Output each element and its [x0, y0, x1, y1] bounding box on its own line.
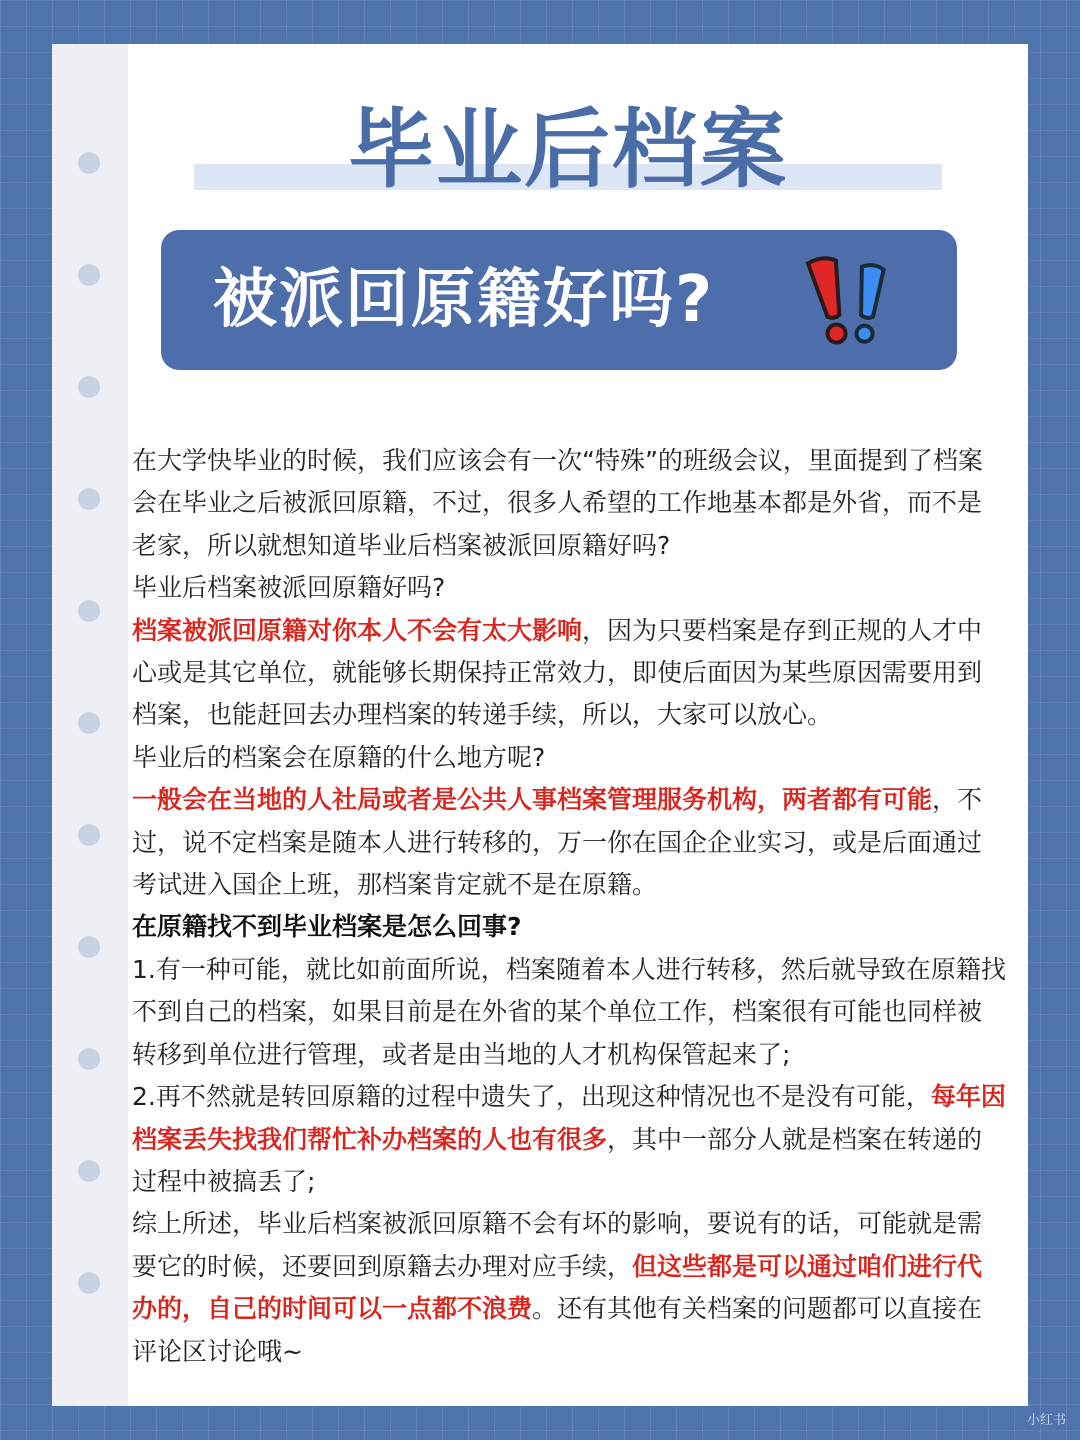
watermark: 小红书 [1026, 1413, 1066, 1428]
binder-hole-icon [78, 264, 100, 286]
question-1: 毕业后档案被派回原籍好吗? [132, 573, 446, 603]
binder-hole-icon [78, 712, 100, 734]
answer-3-point-1: 1.有一种可能，就比如前面所说，档案随着本人进行转移，然后就导致在原籍找不到自己的档案，如果目前是在外省的某个单位工作，档案很有可能也同样被转移到单位进行管理，或者是由当地的人才机构保管起来了; [132, 954, 1006, 1069]
question-2: 毕业后的档案会在原籍的什么地方呢? [132, 742, 546, 772]
answer-1-highlight: 档案被派回原籍对你本人不会有太大影响 [132, 615, 583, 645]
intro-paragraph: 在大学快毕业的时候，我们应该会有一次“特殊”的班级会议，里面提到了档案会在毕业之后被派回原籍，不过，很多人希望的工作地基本都是外省，而不是老家，所以就想知道毕业后档案被派回原籍好吗? [132, 446, 983, 560]
conclusion-text-start: 综上所述，毕业后档案被派回原籍不会有坏的影响，要说有的话，可能就是需要它的时候，还要回到原籍去办理对应手续， [132, 1209, 983, 1281]
binder-hole-icon [78, 936, 100, 958]
binder-hole-icon [78, 824, 100, 846]
page-title: 毕业后档案 [348, 100, 788, 200]
conclusion-paragraph [132, 1203, 1006, 1373]
subtitle-banner [161, 230, 957, 370]
binder-hole-icon [78, 376, 100, 398]
binder-hole-icon [78, 488, 100, 510]
binder-hole-icon [78, 1160, 100, 1182]
double-exclamation-icon [801, 254, 891, 350]
binder-hole-icon [78, 152, 100, 174]
conclusion-text-end: 。还有其他有关档案的问题都可以直接在评论区讨论哦~ [132, 1294, 983, 1366]
binder-hole-icon [78, 600, 100, 622]
answer-2-highlight: 一般会在当地的人社局或者是公共人事档案管理服务机构，两者都有可能 [132, 785, 933, 815]
article-body [132, 440, 1006, 1373]
answer-2 [132, 779, 1006, 906]
question-3: 在原籍找不到毕业档案是怎么回事? [132, 912, 522, 942]
paper-sheet [52, 44, 1028, 1406]
binder-hole-icon [78, 1048, 100, 1070]
answer-1 [132, 610, 1006, 737]
binder-margin [52, 44, 128, 1406]
answer-3-text-end: ，其中一部分人就是档案在转递的过程中被搞丢了; [132, 1124, 983, 1196]
subtitle-text: 被派回原籍好吗? [213, 263, 715, 337]
answer-2-text: ，不过，说不定档案是随本人进行转移的，万一你在国企企业实习，或是后面通过考试进入国企上班，那档案肯定就不是在原籍。 [132, 785, 983, 900]
title-block [194, 100, 942, 200]
answer-3-point-2 [132, 1076, 1006, 1203]
binder-hole-icon [78, 1272, 100, 1294]
answer-3-text-start: 2.再不然就是转回原籍的过程中遗失了，出现这种情况也不是没有可能， [132, 1082, 931, 1112]
conclusion-highlight: 但这些都是可以通过咱们进行代办的，自己的时间可以一点都不浪费 [132, 1251, 983, 1324]
answer-1-text: ，因为只要档案是存到正规的人才中心或是其它单位，就能够长期保持正常效力，即使后面因为某些原因需要用到档案，也能赶回去办理档案的转递手续，所以，大家可以放心。 [132, 615, 983, 730]
answer-3-highlight: 每年因档案丢失找我们帮忙补办档案的人也有很多 [132, 1082, 1006, 1154]
